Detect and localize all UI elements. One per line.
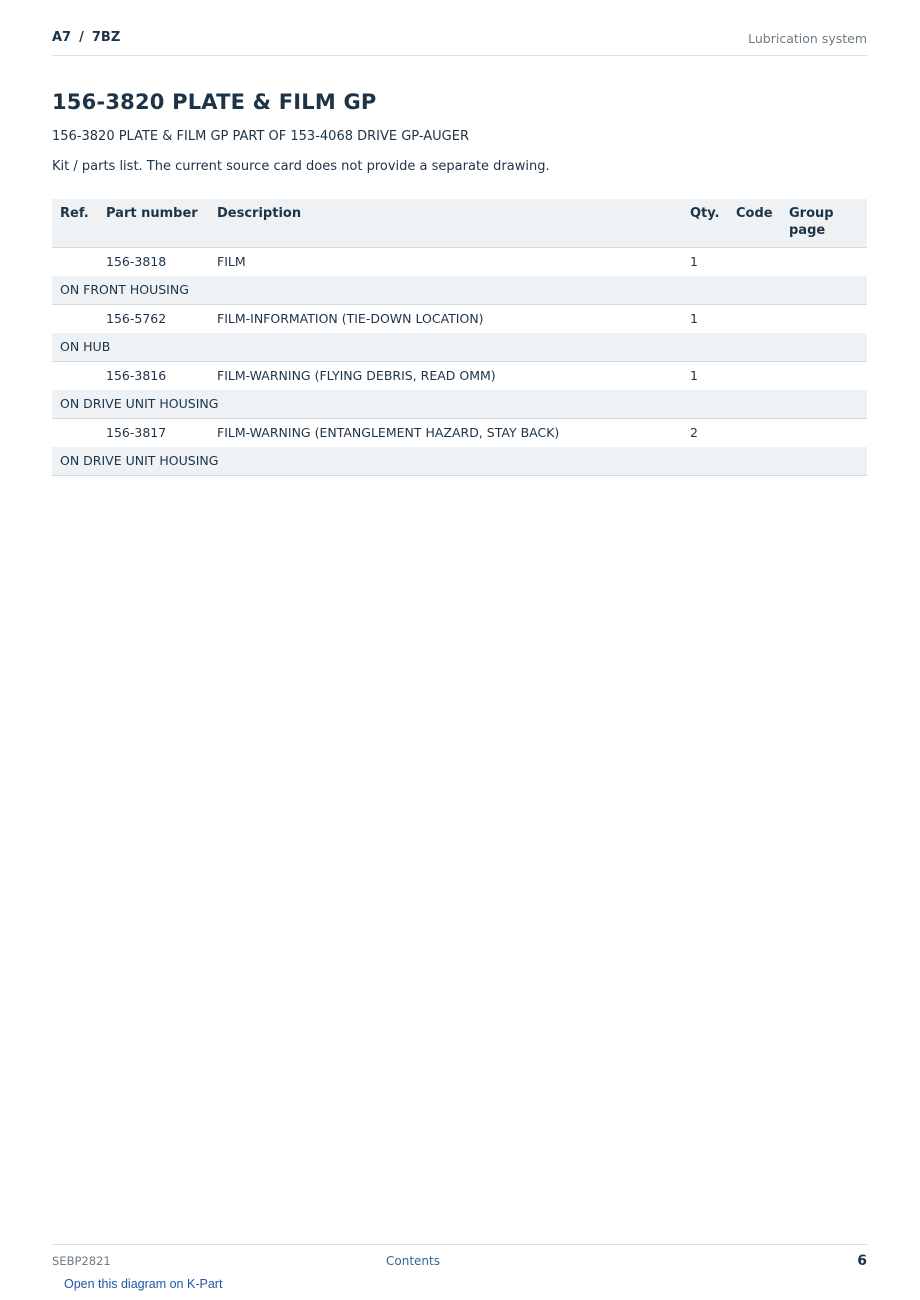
cell-description: FILM-INFORMATION (TIE-DOWN LOCATION) [217,311,484,327]
cell-code [728,419,781,447]
open-kpart-link[interactable]: Open this diagram on K-Part [64,1277,223,1291]
cell-remark: ON FRONT HOUSING [52,276,867,305]
cell-code [728,248,781,276]
breadcrumb-separator: / [79,30,84,45]
page-footer [52,1244,867,1294]
breadcrumb [52,30,120,45]
page-header [52,28,867,56]
cell-qty: 1 [690,254,698,270]
cell-description: FILM [217,254,246,270]
cell-group-page [781,305,867,333]
table-remark-row [52,333,867,362]
column-header-ref: Ref. [52,199,98,248]
cell-description: FILM-WARNING (ENTANGLEMENT HAZARD, STAY BACK) [217,425,560,441]
table-row [52,362,867,390]
page-title: 156-3820 PLATE & FILM GP [52,90,377,114]
breadcrumb-serial-prefix: 7BZ [91,30,121,45]
table-row [52,305,867,333]
cell-description: FILM-WARNING (FLYING DEBRIS, READ OMM) [217,368,496,384]
table-remark-row [52,276,867,305]
column-header-code: Code [728,199,781,248]
cell-qty: 1 [690,311,698,327]
parts-table [52,199,867,476]
column-header-description: Description [209,199,682,248]
cell-qty: 2 [690,425,698,441]
column-header-qty: Qty. [682,199,728,248]
cell-remark: ON DRIVE UNIT HOUSING [52,447,867,476]
cell-remark: ON HUB [52,333,867,362]
table-header-row [52,199,867,248]
cell-remark: ON DRIVE UNIT HOUSING [52,390,867,419]
column-header-group-page: Group page [781,199,867,248]
page-subtitle: 156-3820 PLATE & FILM GP PART OF 153-4068 DRIVE GP-AUGER [52,129,469,144]
cell-ref [52,248,98,276]
column-header-part-number: Part number [98,199,209,248]
cell-group-page [781,419,867,447]
cell-part-number: 156-3817 [106,425,167,441]
cell-group-page [781,362,867,390]
cell-part-number: 156-3818 [106,254,167,270]
cell-code [728,305,781,333]
cell-code [728,362,781,390]
cell-ref [52,305,98,333]
table-remark-row [52,390,867,419]
contents-link[interactable]: Contents [386,1254,440,1268]
cell-ref [52,419,98,447]
breadcrumb-model: A7 [52,30,72,45]
cell-part-number: 156-5762 [106,311,167,327]
cell-part-number: 156-3816 [106,368,167,384]
page-note: Kit / parts list. The current source card does not provide a separate drawing. [52,159,550,174]
section-name: Lubrication system [748,31,867,46]
table-row [52,248,867,276]
table-row [52,419,867,447]
document-id: SEBP2821 [52,1254,111,1268]
cell-qty: 1 [690,368,698,384]
table-remark-row [52,447,867,476]
cell-ref [52,362,98,390]
page-number: 6 [857,1253,867,1269]
cell-group-page [781,248,867,276]
